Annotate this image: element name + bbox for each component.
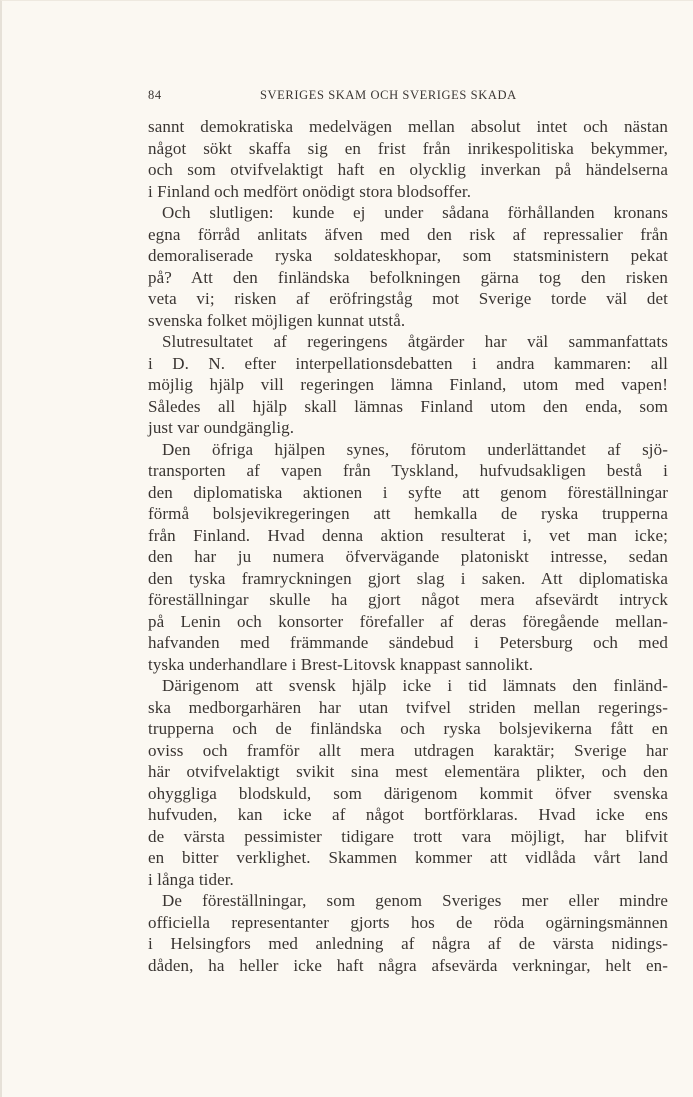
text-line: föreställningar skulle ha gjort något mera afsevärdt intryck [148,590,668,609]
text-line: hufvuden, kan icke af något bortförklaras. Hvad icke ens [148,805,668,824]
text-line: veta vi; risken af eröfringståg mot Sverige torde väl det [148,289,668,308]
text-line: tyska underhandlare i Brest-Litovsk knappast sannolikt. [148,654,534,674]
text-line: och som otvifvelaktigt haft en olycklig inverkan på händelserna [148,160,668,179]
text-line: en bitter verklighet. Skammen kommer att vidlåda vårt land [148,848,668,867]
text-line: Den öfriga hjälpen synes, förutom underlättandet af sjö- [162,439,668,459]
text-line: hafvanden med främmande sändebud i Petersburg och med [148,633,668,652]
text-line: Därigenom att svensk hjälp icke i tid lämnats den finländ- [162,676,668,695]
text-line: sannt demokratiska medelvägen mellan absolut intet och nästan [148,117,668,136]
text-line: i D. N. efter interpellationsdebatten i andra kammaren: all [148,353,668,373]
paragraph [148,116,668,202]
text-line: oviss och framför allt mera utdragen karaktär; Sverige har [148,740,668,760]
text-line: Och slutligen: kunde ej under sådana förhållanden kronans [162,203,668,222]
running-title: SVERIGES SKAM OCH SVERIGES SKADA [260,88,517,102]
text-line: just var oundgänglig. [148,418,295,437]
page-number: 84 [148,88,162,102]
text-line: den tyska framryckningen gjort slag i saken. Att diplomatiska [148,568,668,588]
text-line: i Finland och medfört onödigt stora blodsoffer. [148,181,472,201]
text-line: transporten af vapen från Tyskland, hufvudsakligen bestå i [148,461,668,480]
text-line: på? Att den finländska befolkningen gärna tog den risken [148,267,668,287]
text-line: den diplomatiska aktionen i syfte att genom föreställningar [148,482,668,502]
paragraph [148,331,668,439]
text-line: möjlig hjälp vill regeringen lämna Finland, utom med vapen! [148,375,668,394]
text-line: i långa tider. [148,869,234,889]
text-line: officiella representanter gjorts hos de röda ogärningsmännen [148,912,668,932]
text-line: ska medborgarhären har utan tvifvel striden mellan regerings- [148,697,668,717]
body-text [148,116,668,976]
text-line: från Finland. Hvad denna aktion resulterat i, vet man icke; [148,525,668,545]
text-line: på Lenin och konsorter förefaller af deras föregående mellan- [148,611,668,631]
text-line: Slutresultatet af regeringens åtgärder har väl sammanfattats [162,332,668,351]
text-line: trupperna och de finländska och ryska bolsjevikerna fått en [148,719,668,738]
text-line: egna förråd anlitats äfven med den risk af repressalier från [148,224,668,244]
running-header [148,88,668,106]
text-line: de värsta pessimister tidigare trott vara möjligt, har blifvit [148,826,668,846]
text-line: i Helsingfors med anledning af några af de värsta nidings- [148,934,668,953]
text-line: förmå bolsjevikregeringen att hemkalla de ryska trupperna [148,504,668,523]
text-line: här otvifvelaktigt svikit sina mest elementära plikter, och den [148,762,668,781]
paragraph [148,439,668,676]
text-line: Således all hjälp skall lämnas Finland utom den enda, som [148,396,668,416]
text-line: De föreställningar, som genom Sveriges mer eller mindre [162,891,668,910]
text-line: svenska folket möjligen kunnat utstå. [148,310,406,330]
paragraph [148,675,668,890]
text-line: dåden, ha heller icke haft några afsevärda verkningar, helt en- [148,955,668,975]
text-line: den har ju numera öfvervägande platoniskt intresse, sedan [148,547,668,566]
text-line: demoraliserade ryska soldateskhopar, som statsministern pekat [148,246,668,265]
paragraph [148,202,668,331]
text-line: något sökt skaffa sig en frist från inrikespolitiska bekymmer, [148,138,668,158]
paragraph [148,890,668,976]
text-line: ohyggliga blodskuld, som därigenom kommit öfver svenska [148,783,668,803]
